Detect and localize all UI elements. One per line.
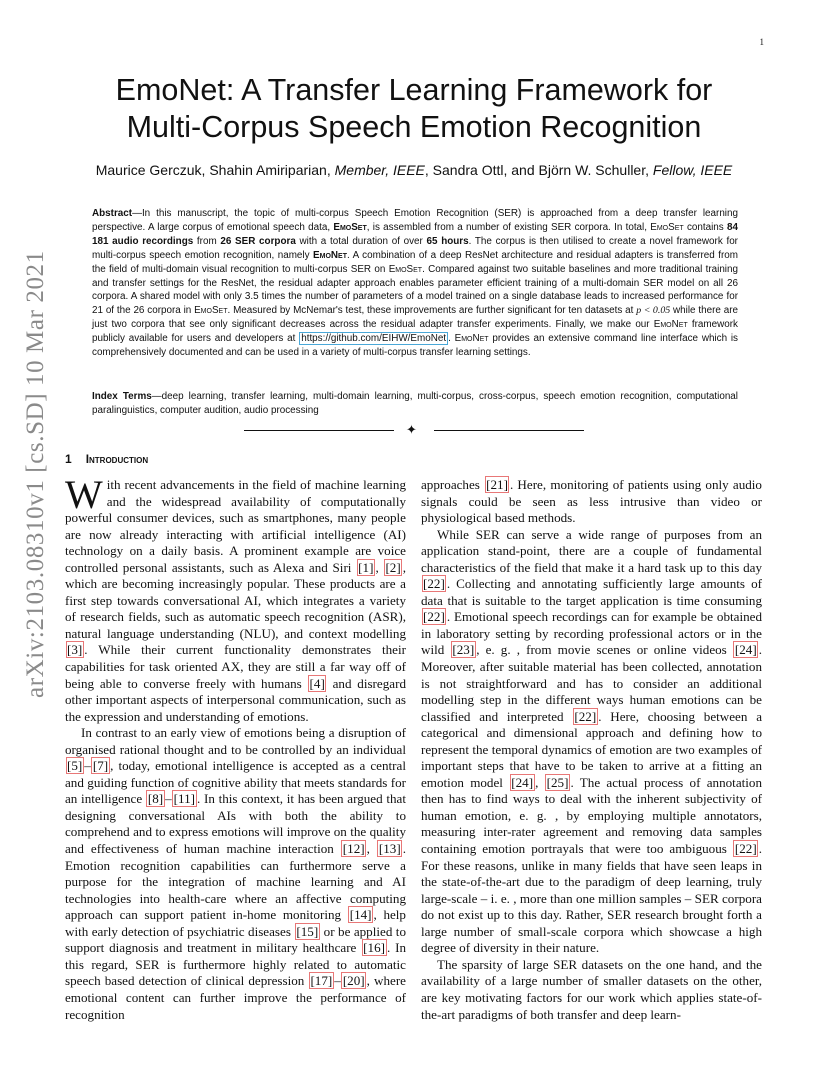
paragraph xyxy=(65,725,406,1023)
body-text: , where emotional content can further improve the performance of recognition xyxy=(65,973,406,1022)
abstract xyxy=(92,207,738,360)
citation-link[interactable]: [22] xyxy=(423,576,445,592)
author-role-fellow: Fellow, IEEE xyxy=(652,162,733,178)
abstract-text: provides an extensive command line interface which is comprehensively documented and can be used in a variety of multi-corpus transfer learning settings. xyxy=(92,333,738,359)
abstract-text: contains xyxy=(683,221,727,233)
github-repo-link[interactable]: https://github.com/EIHW/EmoNet xyxy=(301,333,447,345)
p-value-math: p < 0.05 xyxy=(636,305,671,317)
emoset-name: EmoSet xyxy=(333,221,367,233)
index-terms-label: Index Terms xyxy=(92,391,152,402)
section-separator xyxy=(244,424,584,438)
citation-link[interactable]: [1] xyxy=(358,559,374,575)
index-terms xyxy=(92,390,738,418)
body-text: approaches xyxy=(421,477,485,492)
citation-link[interactable]: [11] xyxy=(173,791,196,807)
abstract-text: from xyxy=(193,235,221,247)
abstract-text: . Measured by McNemar's test, these improvements are further significant for ten datasets at xyxy=(227,305,637,317)
citation-link[interactable]: [21] xyxy=(486,477,508,492)
citation-link[interactable]: [24] xyxy=(511,774,534,790)
body-text: . While their current functionality demonstrates their capabilities for task oriented AX, they are still a far way off of being able to converse freely with humans xyxy=(65,642,406,691)
body-text: , help with early detection of psychiatric diseases xyxy=(65,907,406,939)
citation-link[interactable]: [17] xyxy=(310,973,333,989)
citation-link[interactable]: [12] xyxy=(342,841,365,857)
author-names-2: , Sandra Ottl, and Björn W. Schuller, xyxy=(424,162,649,178)
abstract-text: while there are just two corpora that see only significant decreases across the residual adapter transfer experiments. Finally, we make our xyxy=(92,305,738,331)
body-text: While SER can serve a wide range of purposes from an application stand-point, there are a couple of fundamental characteristics of the field that make it a hard task up to this day xyxy=(421,526,762,575)
dropcap-letter: W xyxy=(65,472,103,517)
body-text: , today, emotional intelligence is accepted as a central and guiding function of cognitive ability that meets standards for an intelligence xyxy=(65,758,406,807)
citation-link[interactable]: [23] xyxy=(452,642,475,658)
body-text: , e. g. , from movie scenes or online videos xyxy=(476,642,733,658)
body-text: . Here, monitoring of patients using only audio signals could be seen as less intrusive than video or physiological based methods. xyxy=(421,477,762,526)
title-line-2: Multi-Corpus Speech Emotion Recognition xyxy=(126,110,702,144)
citation-link[interactable]: [3] xyxy=(67,642,83,658)
citation-link[interactable]: [8] xyxy=(147,791,164,807)
citation-link[interactable]: [22] xyxy=(734,841,757,857)
citation-link[interactable]: [16] xyxy=(363,940,385,956)
body-text: , which are becoming increasingly popular. These products are a first step towards conversational AI, which integrates a variety of research fields, such as automatic speech recognition (ASR), natural language understanding (NLU), and context modelling xyxy=(65,559,406,641)
emonet-name: EmoNet xyxy=(454,333,489,345)
body-text: . In this context, it has been argued that designing conversational AIs with both the ability to comprehend and to express emotions will improve on the quality and effectiveness of human machine interaction xyxy=(65,791,406,857)
body-column-right xyxy=(421,477,762,1023)
title-line-1: EmoNet: A Transfer Learning Framework for xyxy=(115,73,713,107)
citation-link[interactable]: [14] xyxy=(349,907,372,923)
abstract-text: with a total duration of over xyxy=(295,235,427,247)
body-text: . Moreover, after suitable material has been collected, annotation is not straightforward and has to consider an additional modelling step in the different ways human emotions can be classified and interpreted xyxy=(421,642,762,724)
body-text: . In this regard, SER is furthermore highly related to automatic speech based detection of clinical depression xyxy=(65,940,406,989)
citation-link[interactable]: [13] xyxy=(378,841,401,857)
body-text: The sparsity of large SER datasets on the one hand, and the availability of a large number of smaller datasets on the other, are key motivating factors for our work which applies state-of-the-art paradigms of both transfer and deep learn- xyxy=(421,956,762,1022)
citation-link[interactable]: [4] xyxy=(309,675,325,691)
abstract-text: —In this manuscript, the topic of multi-corpus Speech Emotion Recognition (SER) is approached from a deep transfer learning perspective. A large corpus of emotional speech data, xyxy=(92,208,738,233)
paragraph xyxy=(421,477,762,527)
citation-link[interactable]: [20] xyxy=(342,973,365,989)
emonet-name: EmoNet xyxy=(313,249,347,261)
abstract-text: framework publicly available for users and developers at xyxy=(92,319,738,345)
citation-link[interactable]: [25] xyxy=(546,774,569,790)
body-text: – xyxy=(334,973,341,989)
section-number: 1 xyxy=(65,452,72,466)
abstract-bold-corpora: 26 SER corpora xyxy=(220,235,296,247)
body-text: , xyxy=(366,841,377,857)
separator-line-left xyxy=(244,430,394,431)
abstract-text: . The corpus is then utilised to create a novel framework for multi-corpus speech emotion recognition, namely xyxy=(92,235,738,261)
emoset-name: EmoSet xyxy=(388,263,423,275)
emoset-name: EmoSet xyxy=(650,221,684,233)
index-terms-text: —deep learning, transfer learning, multi-domain learning, multi-corpus, cross-corpus, speech emotion recognition, computational paralinguistics, computer audition, audio processing xyxy=(92,391,738,416)
body-text: . For these reasons, unlike in many fields that have seen leaps in the state-of-the-art due to the paradigm of deep learning, truly large-scale – i. e. , more than one million samples – SER corpora do not exist up to this day. Rather, SER research brought forth a large number of small-scale corpora which showcase a high degree of diversity in their nature. xyxy=(421,841,762,956)
section-heading xyxy=(65,452,148,466)
abstract-text: . A combination of a deep ResNet architecture and residual adapters is transferred from the field of multi-domain visual recognition to multi-corpus SER on xyxy=(92,249,738,275)
citation-link[interactable]: [22] xyxy=(574,708,597,724)
body-text: and disregard other important aspects of interpersonal communication, such as the expression and understanding of emotions. xyxy=(65,675,406,724)
body-text: . Here, choosing between a categorical and dimensional approach and defining how to represent the temporal dynamics of emotion are two examples of important steps that have to be taken to arrive at a fitting an emotion model xyxy=(421,708,763,790)
body-text: or be applied to support diagnosis and treatment in military healthcare xyxy=(65,923,406,956)
paragraph xyxy=(65,472,406,725)
body-text: – xyxy=(165,791,172,807)
arxiv-identifier-stamp[interactable]: arXiv:2103.08310v1 [cs.SD] 10 Mar 2021 xyxy=(22,250,49,698)
paragraph xyxy=(421,527,762,957)
abstract-text: . xyxy=(448,333,455,345)
citation-link[interactable]: [22] xyxy=(423,609,445,625)
author-list xyxy=(0,162,828,178)
abstract-bold-hours: 65 hours xyxy=(426,235,469,247)
abstract-label: Abstract xyxy=(92,208,133,219)
body-text: In contrast to an early view of emotions being a disruption of organised rational thought and to be controlled by an individual xyxy=(65,725,406,757)
body-text: ith recent advancements in the field of machine learning and the widespread availability of computationally powerful consumer devices, such as smartphones, many people are now already interacting with artificial intelligence (AI) technology on a daily basis. A prominent example are voice controlled personal assistants, such as Alexa and Siri xyxy=(65,477,406,575)
citation-link[interactable]: [2] xyxy=(385,559,401,575)
body-text: . The actual process of annotation then has to find ways to deal with the inherent subjectivity of human emotion, e. g. , by employing multiple annotators, measuring inter-rater agreement and removing data samples containing emotion portrayals that were too ambiguous xyxy=(421,774,762,857)
body-text: . Emotion recognition capabilities can furthermore serve a purpose for the integration of machine learning and AI technologies into health-care where an affective computing approach can support patient in-home monitoring xyxy=(65,841,406,923)
paper-title xyxy=(0,72,828,146)
body-text: . Collecting and annotating sufficiently large amounts of data that is suitable to the target application is time consuming xyxy=(421,576,762,608)
body-text: . Emotional speech recordings can for example be obtained in laboratory setting by recording professional actors or in the wild xyxy=(421,609,762,658)
body-column-left xyxy=(65,472,406,1023)
abstract-bold-recordings: 84 181 audio recordings xyxy=(92,221,738,247)
citation-link[interactable]: [24] xyxy=(734,642,757,658)
emoset-name: EmoSet xyxy=(194,305,228,317)
separator-line-right xyxy=(434,430,584,431)
author-role-member: Member, IEEE xyxy=(334,162,425,178)
emonet-name: EmoNet xyxy=(653,319,688,331)
separator-diamond-icon: ✦ xyxy=(406,422,417,437)
section-title: Introduction xyxy=(85,452,149,466)
citation-link[interactable]: [7] xyxy=(92,758,109,774)
page-number: 1 xyxy=(759,37,764,47)
body-text: , xyxy=(375,559,384,575)
citation-link[interactable]: [5] xyxy=(67,758,83,774)
citation-link[interactable]: [15] xyxy=(296,923,319,939)
paragraph xyxy=(421,957,762,1023)
body-text: – xyxy=(84,758,91,774)
body-text: , xyxy=(535,774,545,790)
abstract-text: . Compared against two suitable baselines and more traditional training and transfer settings for the ResNet, the residual adapter approach enables parameter efficient training of a multi-domain SER model on all 26 corpora. A shared model with only 3.5 times the number of parameters of a model trained on a single database leads to increased performance for 21 of the 26 corpora in xyxy=(92,263,738,317)
abstract-text: , is assembled from a number of existing SER corpora. In total, xyxy=(366,221,651,233)
author-names-1: Maurice Gerczuk, Shahin Amiriparian, xyxy=(95,162,331,178)
